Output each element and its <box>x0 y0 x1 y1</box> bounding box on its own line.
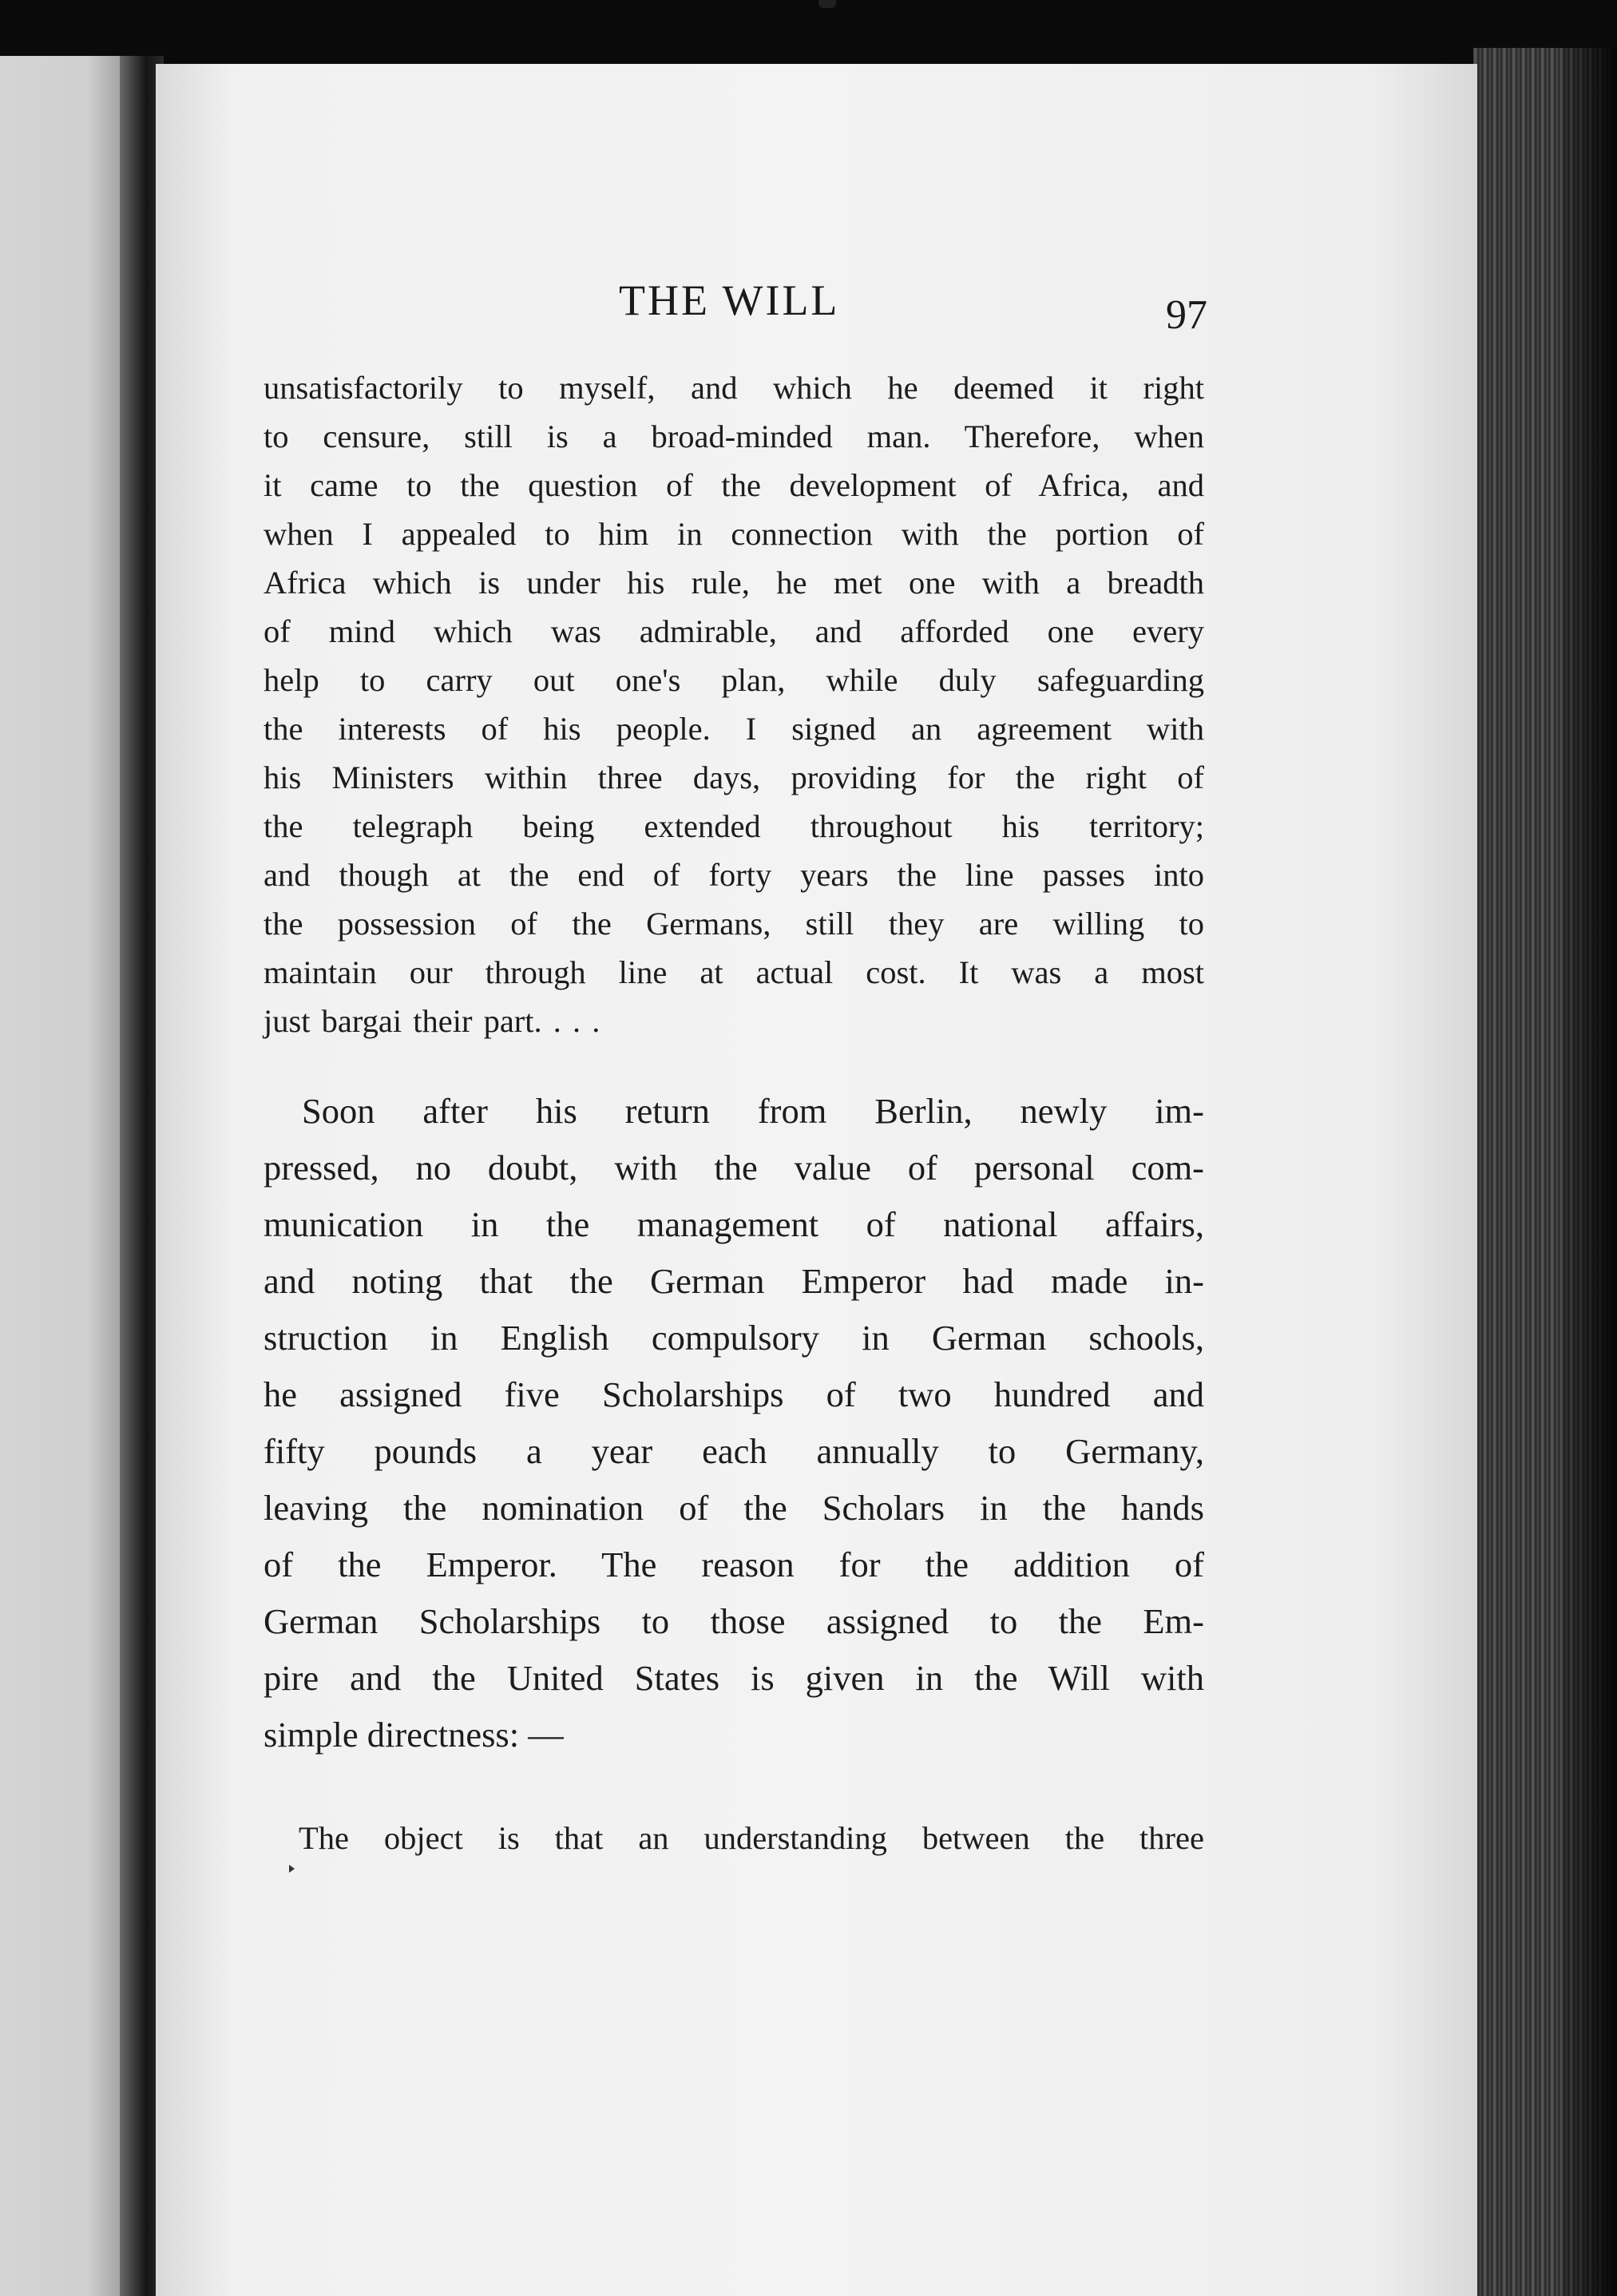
excerpt-line: Africa which is under his rule, he met one with a breadth <box>264 565 1204 601</box>
excerpt-line: unsatisfactorily to myself, and which he deemed it right <box>264 370 1204 406</box>
quote-marker <box>289 1865 295 1873</box>
body-line: simple directness: — <box>264 1715 564 1755</box>
excerpt-line: his Ministers within three days, providing for the right of <box>264 759 1204 795</box>
excerpt-line: and though at the end of forty years the line passes into <box>264 857 1204 893</box>
body-line: of the Emperor. The reason for the addition of <box>264 1545 1204 1584</box>
excerpt-line: maintain our through line at actual cost. It was a most <box>264 954 1204 990</box>
running-title: THE WILL <box>619 276 840 324</box>
body-line: Soon after his return from Berlin, newly im- <box>302 1091 1204 1131</box>
body-line: he assigned five Scholarships of two hundred and <box>264 1374 1204 1414</box>
excerpt-line: just bargai their part. . . . <box>264 1003 600 1039</box>
body-line: munication in the management of national affairs, <box>264 1204 1204 1244</box>
excerpt-line: help to carry out one's plan, while duly safeguarding <box>264 662 1204 698</box>
excerpt-line: it came to the question of the development of Africa, and <box>264 467 1204 503</box>
body-line: German Scholarships to those assigned to the Em- <box>264 1601 1204 1641</box>
excerpt-line: of mind which was admirable, and afforded one every <box>264 613 1204 649</box>
excerpt-line: the possession of the Germans, still they are willing to <box>264 906 1204 942</box>
page-block-edges <box>1473 48 1617 2296</box>
quote-line: The object is that an understanding between the three <box>299 1820 1204 1856</box>
excerpt-line: to censure, still is a broad-minded man. Therefore, when <box>264 418 1204 454</box>
excerpt-line: the interests of his people. I signed an agreement with <box>264 711 1204 747</box>
body-line: pire and the United States is given in the Will with <box>264 1658 1204 1698</box>
body-line: and noting that the German Emperor had made in- <box>264 1261 1204 1301</box>
body-line: pressed, no doubt, with the value of personal com- <box>264 1148 1204 1188</box>
page-number: 97 <box>1166 292 1207 338</box>
excerpt-line: the telegraph being extended throughout his territory; <box>264 808 1204 844</box>
body-line: leaving the nomination of the Scholars in the hands <box>264 1488 1204 1528</box>
body-line: struction in English compulsory in German schools, <box>264 1318 1204 1358</box>
scan-artifact <box>818 0 836 8</box>
body-line: fifty pounds a year each annually to Germany, <box>264 1431 1204 1471</box>
excerpt-line: when I appealed to him in connection with the portion of <box>264 516 1204 552</box>
